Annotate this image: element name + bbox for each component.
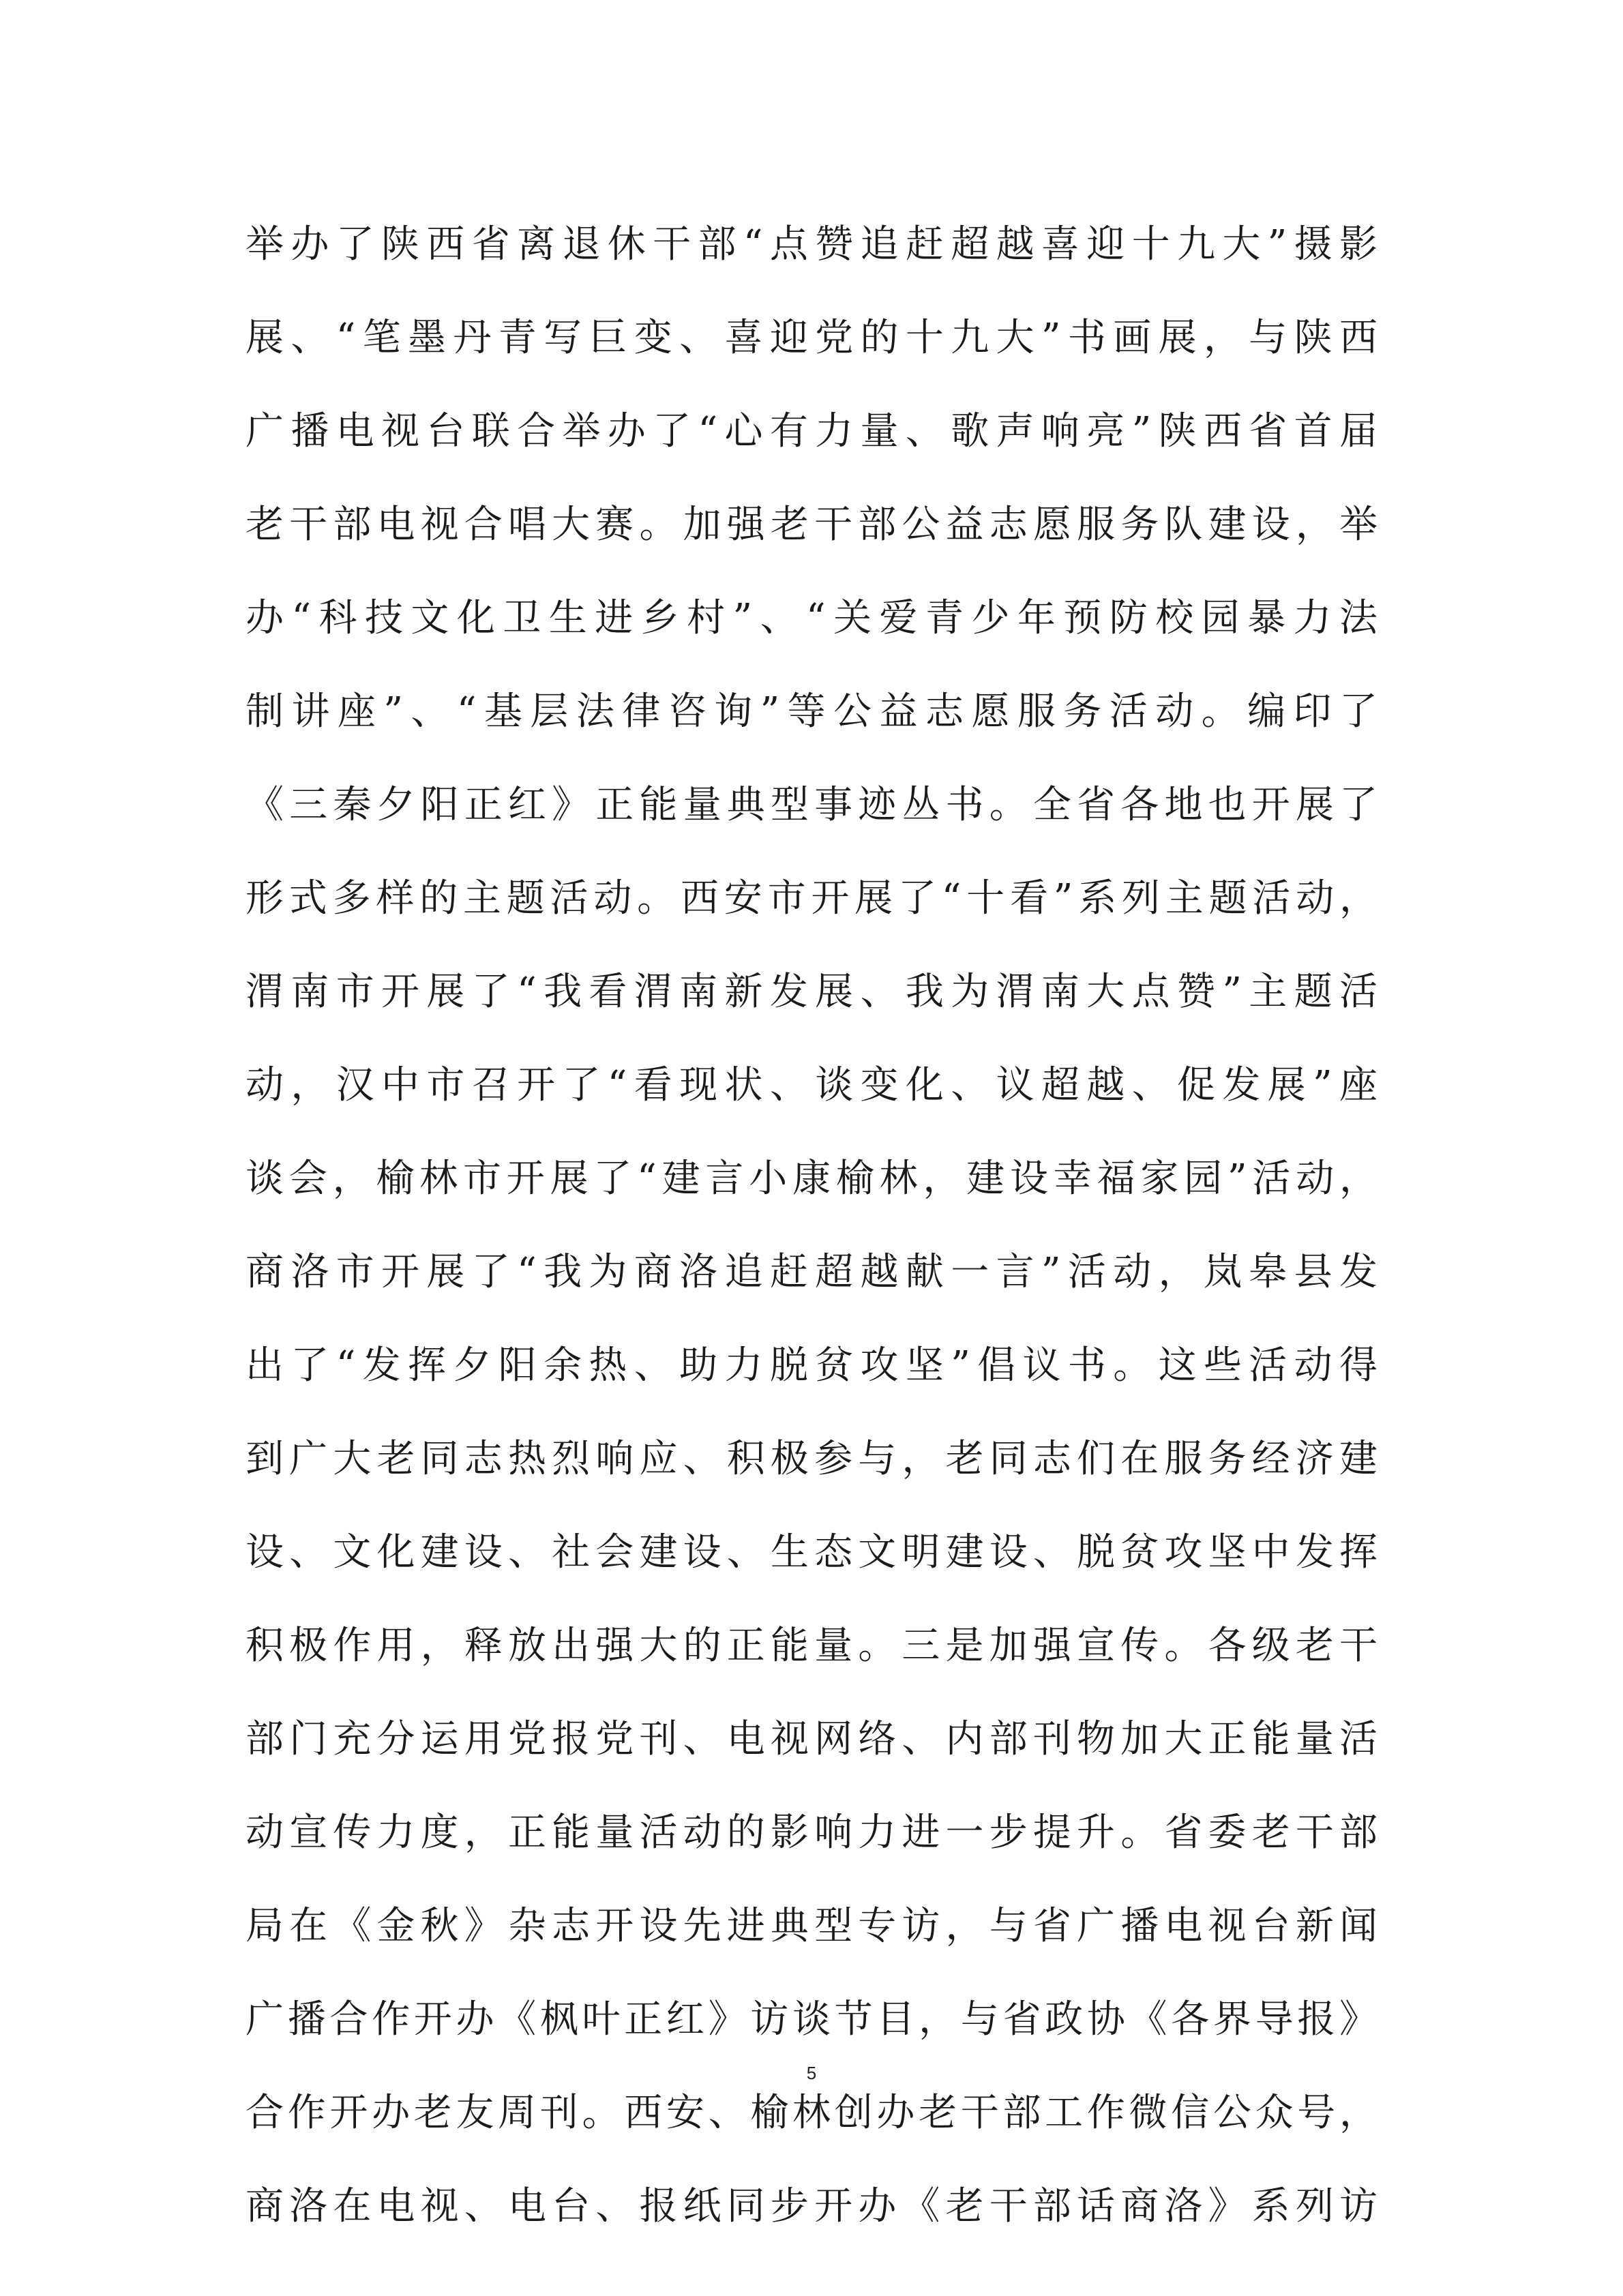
text-line: 广播电视台联合举办了“心有力量、歌声响亮”陕西省首届 [245,409,1378,453]
text-line: 部门充分运用党报党刊、电视网络、内部刊物加大正能量活 [245,1717,1378,1761]
text-line: 出了“发挥夕阳余热、助力脱贫攻坚”倡议书。这些活动得 [245,1343,1378,1388]
text-line: 局在《金秋》杂志开设先进典型专访，与省广播电视台新闻 [245,1904,1378,1948]
text-line: 动宣传力度，正能量活动的影响力进一步提升。省委老干部 [245,1810,1378,1855]
text-line: 商洛在电视、电台、报纸同步开办《老干部话商洛》系列访 [245,2184,1378,2228]
page-number: 5 [806,2063,817,2083]
text-line: 合作开办老友周刊。西安、榆林创办老干部工作微信公众号， [245,2091,1378,2135]
text-line: 老干部电视合唱大赛。加强老干部公益志愿服务队建设，举 [245,503,1378,547]
text-line: 设、文化建设、社会建设、生态文明建设、脱贫攻坚中发挥 [245,1530,1378,1575]
body-text [245,198,1378,2253]
text-line: 举办了陕西省离退休干部“点赞追赶超越喜迎十九大”摄影 [245,222,1378,267]
text-line: 商洛市开展了“我为商洛追赶超越献一言”活动，岚皋县发 [245,1250,1378,1294]
text-line: 谈会，榆林市开展了“建言小康榆林，建设幸福家园”活动， [245,1157,1378,1201]
text-line: 积极作用，释放出强大的正能量。三是加强宣传。各级老干 [245,1624,1378,1668]
text-line: 广播合作开办《枫叶正红》访谈节目，与省政协《各界导报》 [245,1997,1378,2042]
text-line: 动，汉中市召开了“看现状、谈变化、议超越、促发展”座 [245,1063,1378,1107]
text-line: 到广大老同志热烈响应、积极参与，老同志们在服务经济建 [245,1437,1378,1481]
text-line: 展、“笔墨丹青写巨变、喜迎党的十九大”书画展，与陕西 [245,316,1378,360]
text-line: 形式多样的主题活动。西安市开展了“十看”系列主题活动， [245,876,1378,921]
text-line: 办“科技文化卫生进乡村”、“关爱青少年预防校园暴力法 [245,596,1378,640]
text-line: 《三秦夕阳正红》正能量典型事迹丛书。全省各地也开展了 [245,783,1378,827]
text-line: 渭南市开展了“我看渭南新发展、我为渭南大点赞”主题活 [245,970,1378,1014]
text-line: 制讲座”、“基层法律咨询”等公益志愿服务活动。编印了 [245,689,1378,734]
